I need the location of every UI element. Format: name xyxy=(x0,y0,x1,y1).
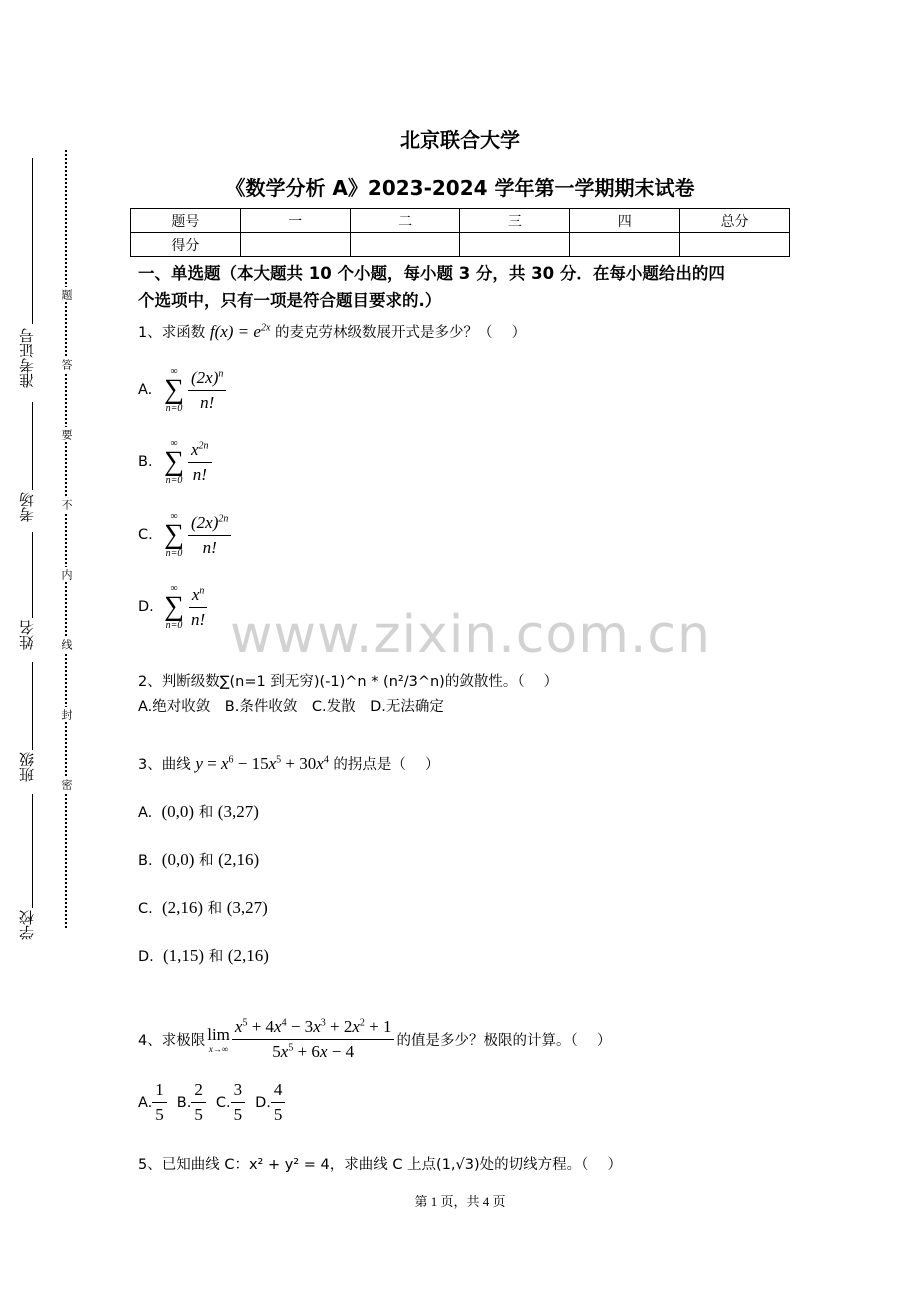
seal-char: 答 xyxy=(60,359,73,370)
question-5: 5、已知曲线 C：x² + y² = 4，求曲线 C 上点(1,√3)处的切线方程。（ ） xyxy=(138,1157,623,1173)
score-table-header-row xyxy=(131,209,790,233)
score-cell: 一 xyxy=(240,209,350,233)
seal-dotted-line xyxy=(65,150,67,928)
seal-char: 线 xyxy=(60,639,73,650)
section-heading-line1: 一、单选题（本大题共 10 个小题，每小题 3 分，共 30 分．在每小题给出的四 xyxy=(138,264,725,283)
question-2: 2、判断级数∑(n=1 到无穷)(-1)^n * (n²/3^n)的敛散性。（ ） xyxy=(138,674,559,690)
q1-option-c[interactable] xyxy=(138,511,231,559)
score-cell: 四 xyxy=(570,209,680,233)
q4-number: 4、求极限 xyxy=(138,1033,206,1049)
label-school: 学校 xyxy=(18,910,36,940)
option-fraction: $\frac{(2x)^n}{n!}$ xyxy=(188,368,226,413)
score-table-score-row xyxy=(131,233,790,257)
q4-text: 的值是多少？极限的计算。（ ） xyxy=(396,1033,612,1049)
q4-fraction: $\frac{x^5 + 4x^4 - 3x^3 + 2x^2 + 1}{5x^5 + 6x - 4}$ xyxy=(232,1017,395,1062)
q4-options xyxy=(138,1080,285,1125)
q4-option-c[interactable]: C. $\frac{3}{5}$ xyxy=(216,1080,245,1125)
option-fraction: $\frac{x^n}{n!}$ xyxy=(188,585,208,630)
score-cell: 得分 xyxy=(131,233,241,257)
seal-char: 要 xyxy=(60,429,73,440)
q3-option-a[interactable]: A. (0,0) 和 (3,27) xyxy=(138,802,259,821)
score-cell: 题号 xyxy=(131,209,241,233)
line-class xyxy=(32,662,33,750)
university-title: 北京联合大学 xyxy=(400,128,520,152)
score-table xyxy=(130,208,790,257)
option-fraction: $\frac{(2x)^{2n}}{n!}$ xyxy=(188,513,231,558)
q3-equation: $y = x^6 - 15x^5 + 30x^4$ xyxy=(195,754,329,773)
option-label: B. xyxy=(138,454,153,470)
exam-title: 《数学分析 A》2023-2024 学年第一学期期末试卷 xyxy=(225,176,695,200)
page-footer: 第 1 页，共 4 页 xyxy=(414,1194,506,1209)
option-label: A. xyxy=(138,382,153,398)
q1-function: $f(x) = e^{2x}$ xyxy=(209,322,271,341)
q3-option-b[interactable]: B. (0,0) 和 (2,16) xyxy=(138,850,260,869)
q3-option-d[interactable]: D. (1,15) 和 (2,16) xyxy=(138,946,269,965)
sum-symbol: ∞ ∑ n=0 xyxy=(164,366,184,414)
question-4 xyxy=(138,1017,611,1062)
option-fraction: $\frac{x^{2n}}{n!}$ xyxy=(188,440,212,485)
score-cell[interactable] xyxy=(460,233,570,257)
q4-option-a[interactable]: A. $\frac{1}{5}$ xyxy=(138,1080,167,1125)
line-exam-room xyxy=(32,402,33,490)
line-school xyxy=(32,794,33,908)
q3-text: 的拐点是（ ） xyxy=(333,757,440,773)
seal-char: 内 xyxy=(60,569,73,580)
q2-options[interactable]: A.绝对收敛 B.条件收敛 C.发散 D.无法确定 xyxy=(138,699,444,715)
q1-option-a[interactable] xyxy=(138,366,226,414)
label-class: 班级 xyxy=(18,752,36,782)
q4-option-d[interactable]: D. $\frac{4}{5}$ xyxy=(255,1080,285,1125)
q1-text: 的麦克劳林级数展开式是多少？（ ） xyxy=(275,325,527,341)
seal-char: 密 xyxy=(60,779,73,790)
score-cell: 三 xyxy=(460,209,570,233)
seal-char: 封 xyxy=(60,709,73,720)
q1-option-d[interactable] xyxy=(138,583,208,631)
score-cell[interactable] xyxy=(570,233,680,257)
option-label: D. xyxy=(138,599,154,615)
q4-limit: lim x→∞ xyxy=(207,1024,230,1054)
option-label: C. xyxy=(138,527,153,543)
q3-option-c[interactable]: C. (2,16) 和 (3,27) xyxy=(138,898,268,917)
score-cell: 二 xyxy=(350,209,460,233)
q3-number: 3、曲线 xyxy=(138,757,191,773)
label-name: 姓名 xyxy=(18,620,36,650)
score-cell[interactable] xyxy=(680,233,790,257)
section-heading xyxy=(138,260,798,314)
seal-char: 不 xyxy=(60,499,73,510)
seal-char: 题 xyxy=(60,289,73,300)
score-cell[interactable] xyxy=(350,233,460,257)
section-heading-line2: 个选项中，只有一项是符合题目要求的.） xyxy=(138,291,442,310)
sum-symbol: ∞ ∑ n=0 xyxy=(164,438,184,486)
sum-symbol: ∞ ∑ n=0 xyxy=(164,583,184,631)
question-3 xyxy=(138,753,440,774)
q1-option-b[interactable] xyxy=(138,438,212,486)
label-exam-room: 考场 xyxy=(18,492,36,522)
label-exam-number: 准考证号 xyxy=(18,328,36,388)
line-name xyxy=(32,532,33,618)
q1-number: 1、求函数 xyxy=(138,325,206,341)
watermark: www.zixin.com.cn xyxy=(230,605,711,665)
question-1 xyxy=(138,321,526,342)
q4-option-b[interactable]: B. $\frac{2}{5}$ xyxy=(177,1080,206,1125)
score-cell: 总分 xyxy=(680,209,790,233)
score-cell[interactable] xyxy=(240,233,350,257)
sum-symbol: ∞ ∑ n=0 xyxy=(164,511,184,559)
